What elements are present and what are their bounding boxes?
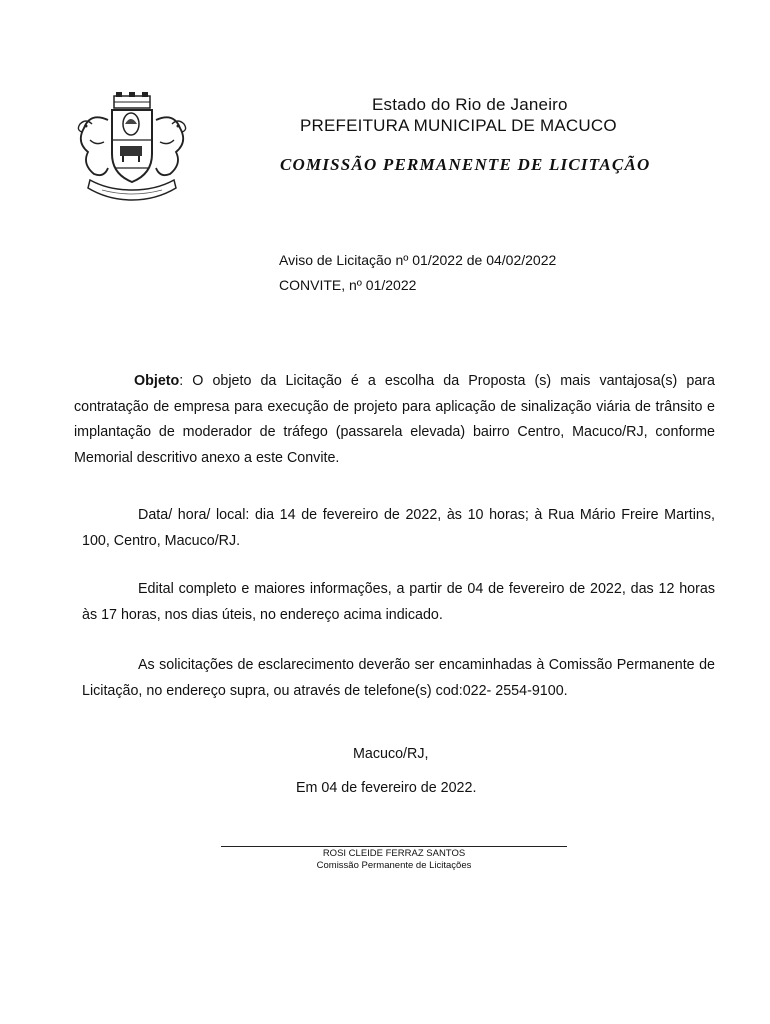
date-time-place-text: Data/ hora/ local: dia 14 de fevereiro de 2022, às 10 horas; à Rua Mário Freire Martins, 100, Centro, Macuco/RJ.: [82, 507, 715, 549]
state-name: Estado do Rio de Janeiro: [372, 95, 568, 114]
date-time-place-paragraph: [82, 503, 715, 554]
closing-date: Em 04 de fevereiro de 2022.: [296, 780, 477, 796]
objeto-paragraph: [74, 369, 715, 471]
convite-number: CONVITE, nº 01/2022: [279, 277, 417, 293]
notice-number: Aviso de Licitação nº 01/2022 de 04/02/2022: [279, 252, 557, 268]
requests-paragraph: [82, 653, 715, 704]
edital-paragraph: [82, 577, 715, 628]
prefecture-name: PREFEITURA MUNICIPAL DE MACUCO: [300, 116, 617, 135]
signatory-role: Comissão Permanente de Licitações: [316, 860, 472, 871]
objeto-text: : O objeto da Licitação é a escolha da Proposta (s) mais vantajosa(s) para contratação de empresa para execução de projeto para aplicação de sinalização viária de trânsito e implantação de moderador de tráfego (passarela elevada) bairro Centro, Macuco/RJ, conforme Memorial descritivo anexo a este Convite.: [74, 373, 715, 466]
objeto-label: Objeto: [134, 373, 180, 389]
edital-text: Edital completo e maiores informações, a partir de 04 de fevereiro de 2022, das 12 horas às 17 horas, nos dias úteis, no endereço acima indicado.: [82, 581, 715, 623]
municipal-crest-logo: [68, 90, 196, 202]
signatory-name: ROSI CLEIDE FERRAZ SANTOS: [322, 848, 466, 859]
closing-city: Macuco/RJ,: [353, 746, 429, 762]
commission-title: COMISSÃO PERMANENTE DE LICITAÇÃO: [280, 155, 651, 174]
requests-text: As solicitações de esclarecimento deverão ser encaminhadas à Comissão Permanente de Licitação, no endereço supra, ou através de telefone(s) cod:022- 2554-9100.: [82, 657, 715, 699]
signature-line: [221, 846, 567, 847]
